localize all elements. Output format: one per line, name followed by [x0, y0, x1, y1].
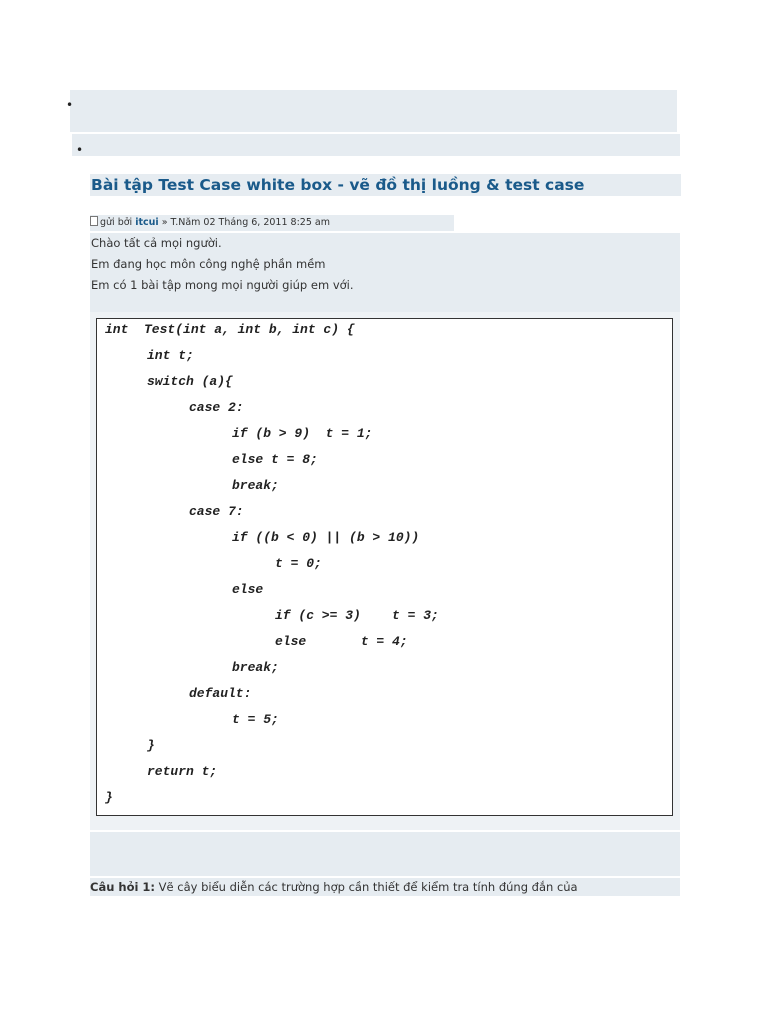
code-line: break;	[232, 478, 279, 493]
body-line: Chào tất cả mọi người.	[91, 236, 222, 250]
post-meta	[90, 215, 454, 231]
code-line: switch (a){	[147, 374, 233, 389]
body-line: Em đang học môn công nghệ phần mềm	[91, 257, 326, 271]
code-line: case 7:	[189, 504, 244, 519]
code-image	[96, 318, 673, 816]
post-body	[90, 233, 680, 317]
code-line: if (b > 9) t = 1;	[232, 426, 373, 441]
code-line: t = 5;	[232, 712, 279, 727]
post-date: » T.Năm 02 Tháng 6, 2011 8:25 am	[158, 217, 330, 228]
code-line: }	[147, 738, 155, 753]
code-line: break;	[232, 660, 279, 675]
body-line: Em có 1 bài tập mong mọi người giúp em với.	[91, 278, 354, 292]
code-line: default:	[189, 686, 252, 701]
code-line: if (c >= 3) t = 3;	[275, 608, 439, 623]
code-line: int Test(int a, int b, int c) {	[105, 322, 355, 337]
list-bullet: •	[66, 98, 74, 112]
code-line: else t = 8;	[232, 452, 318, 467]
post-title[interactable]: Bài tập Test Case white box - vẽ đồ thị luồng & test case	[90, 174, 681, 196]
list-bullet: •	[76, 143, 84, 157]
question-label: Câu hỏi 1:	[90, 880, 156, 894]
author-link[interactable]: itcui	[135, 217, 159, 228]
post-icon	[90, 216, 98, 226]
spacer-band	[90, 832, 680, 876]
meta-prefix: gửi bởi	[100, 217, 136, 228]
code-line: else t = 4;	[275, 634, 408, 649]
code-line: t = 0;	[275, 556, 322, 571]
question-text: Vẽ cây biểu diễn các trường hợp cần thiết để kiểm tra tính đúng đắn của	[155, 880, 578, 894]
question-1	[90, 878, 680, 896]
code-line: return t;	[147, 764, 218, 779]
code-line: int t;	[147, 348, 194, 363]
top-band	[70, 90, 677, 132]
top-band-2	[72, 134, 680, 156]
code-line: else	[232, 582, 264, 597]
code-line: if ((b < 0) || (b > 10))	[232, 530, 420, 545]
code-line: case 2:	[189, 400, 244, 415]
code-line: }	[105, 790, 113, 805]
